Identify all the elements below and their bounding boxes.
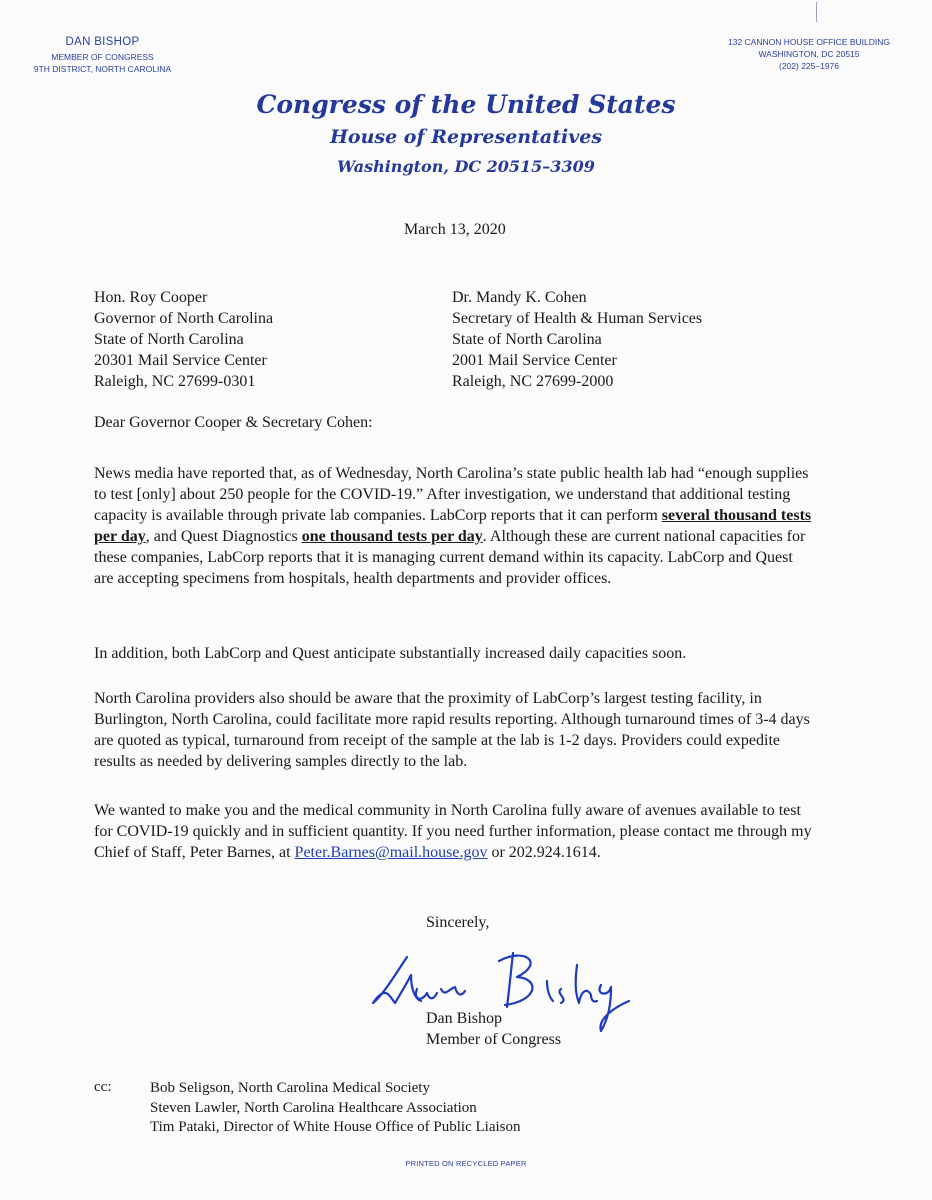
office-city: WASHINGTON, DC 20515 bbox=[758, 49, 860, 59]
member-title: MEMBER OF CONGRESS bbox=[51, 52, 154, 62]
recipient-street: 2001 Mail Service Center bbox=[452, 352, 617, 369]
salutation: Dear Governor Cooper & Secretary Cohen: bbox=[94, 414, 373, 431]
cc-item: Steven Lawler, North Carolina Healthcare Association bbox=[150, 1099, 477, 1116]
body-paragraph-4 bbox=[94, 800, 814, 863]
paragraph-text: We wanted to make you and the medical community in North Carolina fully aware of avenues available to test for COVID-19 quickly and in sufficient quantity. If you need further information, please contact me through my Chief of Staff, Peter Barnes, at bbox=[94, 802, 812, 861]
letterhead-address: Washington, DC 20515–3309 bbox=[337, 157, 595, 176]
recipient-name: Hon. Roy Cooper bbox=[94, 289, 208, 306]
recipient-city: Raleigh, NC 27699-0301 bbox=[94, 373, 256, 390]
paper-crease-mark bbox=[816, 2, 817, 22]
member-district: 9TH DISTRICT, NORTH CAROLINA bbox=[33, 64, 172, 74]
paragraph-text: or 202.924.1614. bbox=[487, 844, 601, 861]
recipient-address-governor bbox=[94, 287, 273, 392]
emphasis-quest-capacity: one thousand tests per day bbox=[301, 528, 483, 545]
body-paragraph-1 bbox=[94, 463, 814, 589]
recipient-city: Raleigh, NC 27699-2000 bbox=[452, 373, 614, 390]
body-paragraph-2: In addition, both LabCorp and Quest anticipate substantially increased daily capacities soon. bbox=[94, 645, 687, 662]
cc-item: Bob Seligson, North Carolina Medical Society bbox=[150, 1080, 430, 1096]
signer-name: Dan Bishop bbox=[426, 1010, 502, 1027]
recipient-title: Governor of North Carolina bbox=[94, 310, 274, 327]
recipient-title: Secretary of Health & Human Services bbox=[452, 310, 703, 327]
signer-block bbox=[426, 1008, 561, 1050]
recipient-org: State of North Carolina bbox=[452, 331, 602, 348]
chief-of-staff-email-link[interactable]: Peter.Barnes@mail.house.gov bbox=[294, 844, 488, 861]
office-phone: (202) 225–1976 bbox=[778, 61, 840, 71]
cc-label: cc: bbox=[94, 1079, 112, 1095]
closing: Sincerely, bbox=[426, 914, 490, 931]
recipient-street: 20301 Mail Service Center bbox=[94, 352, 267, 369]
signer-title: Member of Congress bbox=[426, 1031, 562, 1048]
office-building: 132 CANNON HOUSE OFFICE BUILDING bbox=[727, 37, 890, 47]
recipient-org: State of North Carolina bbox=[94, 331, 244, 348]
recycled-paper-footer: PRINTED ON RECYCLED PAPER bbox=[405, 1159, 527, 1168]
paragraph-text: , and Quest Diagnostics bbox=[145, 528, 302, 545]
letterhead-office-block bbox=[715, 36, 903, 72]
recipient-name: Dr. Mandy K. Cohen bbox=[452, 289, 587, 306]
emphasis-labcorp-capacity: several thousand tests per day bbox=[94, 507, 812, 545]
letterhead-member-block bbox=[30, 36, 175, 75]
body-paragraph-3: North Carolina providers also should be aware that the proximity of LabCorp’s largest testing facility, in Burlington, North Carolina, could facilitate more rapid results reporting. Although turnaround times of 3-4 days are quoted as typical, turnaround from receipt of the sample at the lab is 1-2 days. Providers could expedite results as needed by delivering samples directly to the lab. bbox=[94, 690, 810, 770]
letter-date: March 13, 2020 bbox=[404, 221, 506, 238]
paragraph-text: . Although these are current national capacities for these companies, LabCorp reports that it is managing current demand within its capacity. LabCorp and Quest are accepting specimens from hospitals, health departments and provider offices. bbox=[94, 528, 806, 587]
member-name: DAN BISHOP bbox=[65, 36, 140, 48]
letterhead-house-title: House of Representatives bbox=[329, 126, 603, 148]
cc-list bbox=[150, 1079, 521, 1138]
recipient-address-secretary bbox=[452, 287, 702, 392]
letterhead-congress-title: Congress of the United States bbox=[256, 90, 676, 119]
cc-item: Tim Pataki, Director of White House Office of Public Liaison bbox=[150, 1119, 521, 1135]
paragraph-text: News media have reported that, as of Wednesday, North Carolina’s state public health lab had “enough supplies to test [only] about 250 people for the COVID-19.” After investigation, we understand that additional testing capacity is available through private lab companies. LabCorp reports that it can perform bbox=[94, 465, 809, 524]
